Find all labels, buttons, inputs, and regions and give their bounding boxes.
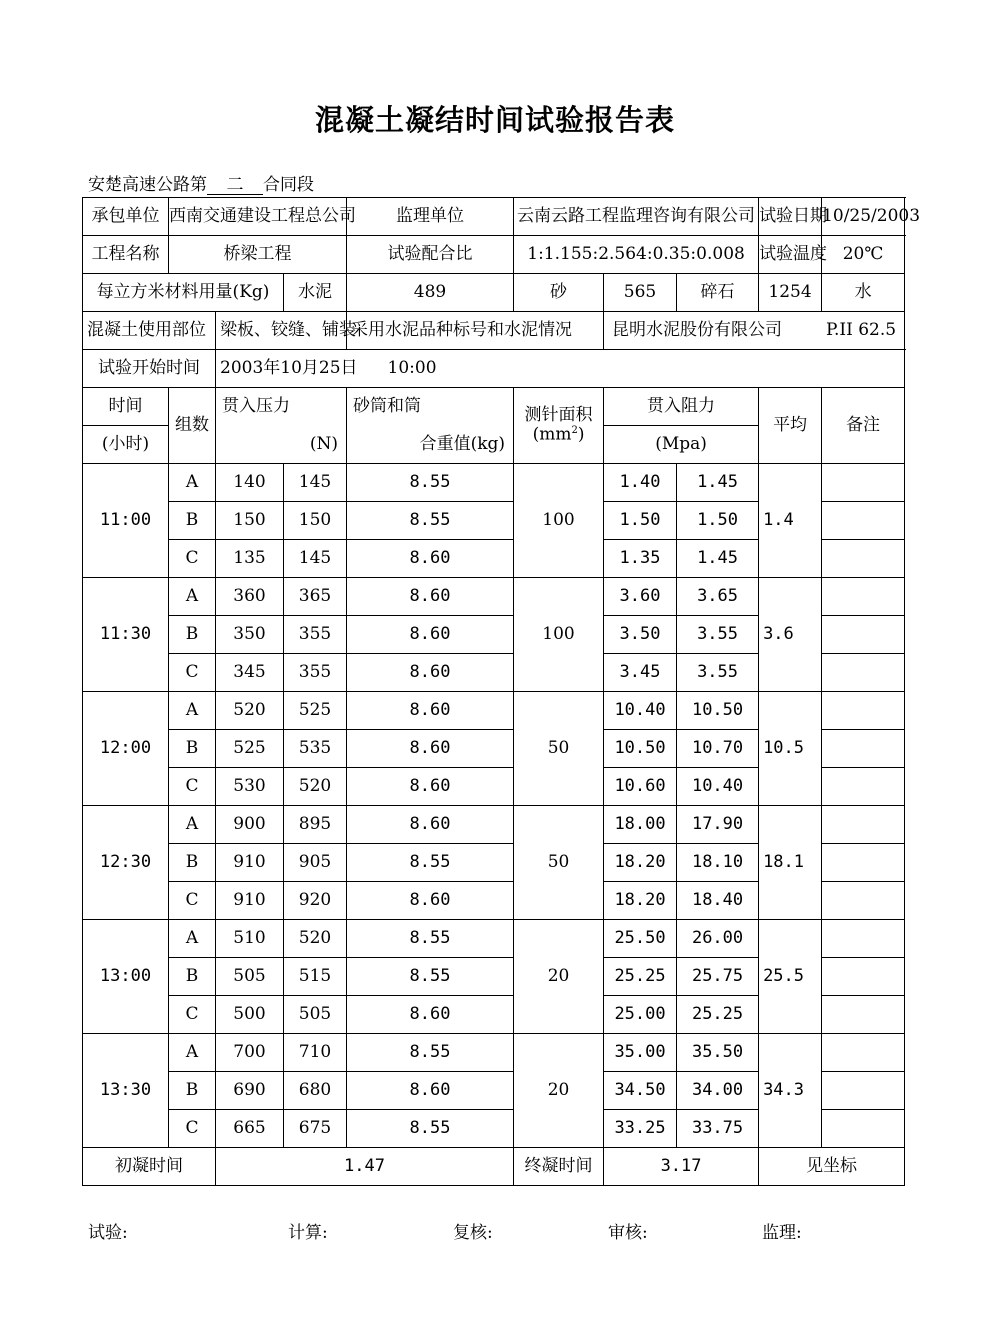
table-row	[83, 578, 905, 616]
area-header-unit: $(mm^2)$	[532, 424, 585, 445]
sand-header-unit: 合重值(kg)	[419, 433, 506, 454]
resist-1-cell: 33.25	[604, 1110, 677, 1148]
note-cell	[822, 1034, 905, 1072]
pressure-2-cell: 535	[284, 730, 347, 768]
cement-label: 水泥	[284, 274, 347, 312]
pressure-1-cell: 500	[216, 996, 284, 1034]
resist-2-cell: 18.10	[677, 844, 759, 882]
sand-weight-cell: 8.60	[347, 616, 514, 654]
resist-2-cell: 34.00	[677, 1072, 759, 1110]
supervisor-label: 监理单位	[347, 198, 514, 236]
resist-1-cell: 3.45	[604, 654, 677, 692]
avg-cell: 18.1	[759, 806, 822, 920]
pressure-2-cell: 520	[284, 920, 347, 958]
group-cell: C	[169, 540, 216, 578]
resist-1-cell: 18.00	[604, 806, 677, 844]
avg-cell: 10.5	[759, 692, 822, 806]
mix-label: 试验配合比	[347, 236, 514, 274]
initial-set-label: 初凝时间	[83, 1148, 216, 1186]
group-cell: C	[169, 768, 216, 806]
footer-audit: 审核:	[608, 1223, 648, 1243]
note-cell	[822, 464, 905, 502]
pressure-2-cell: 680	[284, 1072, 347, 1110]
sand-weight-cell: 8.55	[347, 502, 514, 540]
contract-segment: 二	[207, 176, 263, 195]
table-row	[83, 464, 905, 502]
note-cell	[822, 730, 905, 768]
sand-weight-cell: 8.60	[347, 1072, 514, 1110]
header-row-1	[83, 388, 905, 426]
page-title: 混凝土凝结时间试验报告表	[314, 103, 675, 137]
footer-test: 试验:	[88, 1223, 128, 1243]
supervisor-value: 云南云路工程监理咨询有限公司	[514, 198, 759, 236]
resist-2-cell: 1.45	[677, 540, 759, 578]
sand-weight-cell: 8.60	[347, 578, 514, 616]
note-cell	[822, 958, 905, 996]
resist-1-cell: 25.50	[604, 920, 677, 958]
time-header: 时间	[83, 388, 169, 426]
sand-weight-cell: 8.60	[347, 806, 514, 844]
group-cell: A	[169, 920, 216, 958]
group-cell: B	[169, 1072, 216, 1110]
sand-weight-cell: 8.55	[347, 1110, 514, 1148]
pressure-1-cell: 140	[216, 464, 284, 502]
area-cell: 20	[514, 920, 604, 1034]
pressure-1-cell: 665	[216, 1110, 284, 1148]
time-cell: 12:00	[83, 692, 169, 806]
final-set-label: 终凝时间	[514, 1148, 604, 1186]
resist-1-cell: 1.40	[604, 464, 677, 502]
note-cell	[822, 882, 905, 920]
group-cell: C	[169, 996, 216, 1034]
pressure-header	[216, 388, 347, 464]
resist-2-cell: 10.40	[677, 768, 759, 806]
group-cell: C	[169, 882, 216, 920]
pressure-1-cell: 700	[216, 1034, 284, 1072]
contract-section-line	[88, 170, 314, 195]
start-label: 试验开始时间	[83, 350, 216, 388]
summary-row	[83, 1148, 905, 1186]
resist-1-cell: 10.60	[604, 768, 677, 806]
resist-2-cell: 33.75	[677, 1110, 759, 1148]
resist-1-cell: 18.20	[604, 882, 677, 920]
note-cell	[822, 920, 905, 958]
sand-value: 565	[604, 274, 677, 312]
resist-1-cell: 34.50	[604, 1072, 677, 1110]
pressure-1-cell: 530	[216, 768, 284, 806]
pressure-2-cell: 355	[284, 616, 347, 654]
area-header-title: 测针面积	[524, 404, 593, 425]
note-cell	[822, 1072, 905, 1110]
resist-1-cell: 35.00	[604, 1034, 677, 1072]
area-cell: 20	[514, 1034, 604, 1148]
sand-weight-header	[347, 388, 514, 464]
start-value	[216, 350, 905, 388]
sand-weight-cell: 8.55	[347, 464, 514, 502]
summary-note: 见坐标	[759, 1148, 905, 1186]
area-cell: 100	[514, 578, 604, 692]
resist-2-cell: 10.50	[677, 692, 759, 730]
resist-2-cell: 1.50	[677, 502, 759, 540]
group-cell: A	[169, 578, 216, 616]
area-cell: 50	[514, 806, 604, 920]
sand-label: 砂	[514, 274, 604, 312]
pressure-1-cell: 135	[216, 540, 284, 578]
resist-1-cell: 10.50	[604, 730, 677, 768]
pressure-2-cell: 515	[284, 958, 347, 996]
sand-weight-cell: 8.55	[347, 958, 514, 996]
resist-2-cell: 26.00	[677, 920, 759, 958]
resist-2-cell: 35.50	[677, 1034, 759, 1072]
gravel-label: 碎石	[677, 274, 759, 312]
pressure-1-cell: 510	[216, 920, 284, 958]
note-cell	[822, 996, 905, 1034]
pressure-1-cell: 150	[216, 502, 284, 540]
pressure-2-cell: 905	[284, 844, 347, 882]
pressure-header-unit: (N)	[309, 433, 339, 454]
note-cell	[822, 502, 905, 540]
resist-1-cell: 1.35	[604, 540, 677, 578]
sand-weight-cell: 8.60	[347, 768, 514, 806]
pressure-2-cell: 525	[284, 692, 347, 730]
resist-2-cell: 10.70	[677, 730, 759, 768]
contractor-label: 承包单位	[83, 198, 169, 236]
area-cell: 100	[514, 464, 604, 578]
time-cell: 11:30	[83, 578, 169, 692]
water-label: 水	[822, 274, 905, 312]
pressure-2-cell: 145	[284, 540, 347, 578]
resist-2-cell: 25.25	[677, 996, 759, 1034]
contractor-value: 西南交通建设工程总公司	[169, 198, 347, 236]
footer-calc: 计算:	[288, 1223, 328, 1243]
table-row	[83, 806, 905, 844]
time-cell: 13:30	[83, 1034, 169, 1148]
resist-2-cell: 17.90	[677, 806, 759, 844]
sand-weight-cell: 8.60	[347, 730, 514, 768]
resist-2-cell: 3.55	[677, 616, 759, 654]
report-table	[82, 197, 921, 1186]
temp-value: 20℃	[822, 236, 905, 274]
sand-weight-cell: 8.60	[347, 882, 514, 920]
initial-set-value: 1.47	[216, 1148, 514, 1186]
note-cell	[822, 1110, 905, 1148]
pressure-2-cell: 505	[284, 996, 347, 1034]
pressure-2-cell: 520	[284, 768, 347, 806]
resist-1-cell: 18.20	[604, 844, 677, 882]
sand-weight-cell: 8.55	[347, 920, 514, 958]
group-cell: A	[169, 692, 216, 730]
note-cell	[822, 654, 905, 692]
sand-weight-cell: 8.60	[347, 692, 514, 730]
note-cell	[822, 806, 905, 844]
sand-weight-cell: 8.55	[347, 1034, 514, 1072]
mix-value: 1:1.155:2.564:0.35:0.008	[514, 236, 759, 274]
start-time: 10:00	[387, 357, 437, 378]
table-row	[83, 692, 905, 730]
pressure-1-cell: 690	[216, 1072, 284, 1110]
pressure-2-cell: 365	[284, 578, 347, 616]
project-value: 桥梁工程	[169, 236, 347, 274]
cement-info-value	[604, 312, 905, 350]
final-set-value: 3.17	[604, 1148, 759, 1186]
note-cell	[822, 540, 905, 578]
resist-1-cell: 1.50	[604, 502, 677, 540]
group-cell: B	[169, 616, 216, 654]
resist-1-cell: 25.00	[604, 996, 677, 1034]
group-cell: B	[169, 958, 216, 996]
cement-value: 489	[347, 274, 514, 312]
table-row	[83, 920, 905, 958]
group-cell: A	[169, 464, 216, 502]
info-row-3	[83, 274, 905, 312]
pressure-1-cell: 525	[216, 730, 284, 768]
pressure-header-title: 贯入压力	[222, 395, 290, 416]
usage-label: 混凝土使用部位	[83, 312, 216, 350]
pressure-2-cell: 710	[284, 1034, 347, 1072]
sand-weight-cell: 8.60	[347, 996, 514, 1034]
cement-grade: P.II 62.5	[825, 319, 897, 340]
pressure-1-cell: 910	[216, 882, 284, 920]
test-date-label: 试验日期	[759, 198, 822, 236]
sand-weight-cell: 8.60	[347, 654, 514, 692]
resist-1-cell: 3.60	[604, 578, 677, 616]
group-cell: C	[169, 1110, 216, 1148]
group-header: 组数	[169, 388, 216, 464]
sand-header-title: 砂筒和筒	[353, 395, 422, 416]
note-cell	[822, 616, 905, 654]
time-cell: 12:30	[83, 806, 169, 920]
sand-weight-cell: 8.55	[347, 844, 514, 882]
resist-1-cell: 25.25	[604, 958, 677, 996]
pressure-1-cell: 360	[216, 578, 284, 616]
subtitle-suffix: 合同段	[263, 175, 314, 195]
gravel-value: 1254	[759, 274, 822, 312]
pressure-1-cell: 520	[216, 692, 284, 730]
time-cell: 13:00	[83, 920, 169, 1034]
resist-unit-header: (Mpa)	[604, 426, 759, 464]
resist-2-cell: 1.45	[677, 464, 759, 502]
info-row-5	[83, 350, 905, 388]
material-label: 每立方米材料用量(Kg)	[83, 274, 284, 312]
pressure-1-cell: 350	[216, 616, 284, 654]
group-cell: B	[169, 844, 216, 882]
pressure-1-cell: 505	[216, 958, 284, 996]
group-cell: C	[169, 654, 216, 692]
usage-value: 梁板、铰缝、铺装	[216, 312, 347, 350]
pressure-2-cell: 150	[284, 502, 347, 540]
project-label: 工程名称	[83, 236, 169, 274]
start-date: 2003年10月25日	[220, 357, 358, 378]
group-cell: A	[169, 1034, 216, 1072]
info-row-1	[83, 198, 905, 236]
note-cell	[822, 844, 905, 882]
sand-weight-cell: 8.60	[347, 540, 514, 578]
footer-supervise: 监理:	[762, 1223, 802, 1243]
avg-cell: 1.4	[759, 464, 822, 578]
temp-label: 试验温度	[759, 236, 822, 274]
pressure-1-cell: 345	[216, 654, 284, 692]
group-cell: B	[169, 502, 216, 540]
subtitle-prefix: 安楚高速公路第	[88, 175, 207, 195]
pressure-2-cell: 895	[284, 806, 347, 844]
resist-2-cell: 3.65	[677, 578, 759, 616]
resist-1-cell: 10.40	[604, 692, 677, 730]
avg-cell: 34.3	[759, 1034, 822, 1148]
area-cell: 50	[514, 692, 604, 806]
pressure-2-cell: 675	[284, 1110, 347, 1148]
time-cell: 11:00	[83, 464, 169, 578]
test-date-value: 10/25/2003	[822, 198, 905, 236]
pressure-2-cell: 145	[284, 464, 347, 502]
table-row	[83, 1034, 905, 1072]
note-header: 备注	[822, 388, 905, 464]
avg-cell: 3.6	[759, 578, 822, 692]
note-cell	[822, 692, 905, 730]
resist-2-cell: 3.55	[677, 654, 759, 692]
pressure-1-cell: 900	[216, 806, 284, 844]
resist-header: 贯入阻力	[604, 388, 759, 426]
note-cell	[822, 578, 905, 616]
resist-1-cell: 3.50	[604, 616, 677, 654]
group-cell: A	[169, 806, 216, 844]
cement-info-label: 采用水泥品种标号和水泥情况	[347, 312, 604, 350]
cement-maker: 昆明水泥股份有限公司	[612, 319, 783, 340]
resist-2-cell: 18.40	[677, 882, 759, 920]
resist-2-cell: 25.75	[677, 958, 759, 996]
note-cell	[822, 768, 905, 806]
footer-review: 复核:	[453, 1223, 493, 1243]
info-row-2	[83, 236, 905, 274]
pressure-2-cell: 920	[284, 882, 347, 920]
pressure-1-cell: 910	[216, 844, 284, 882]
avg-header: 平均	[759, 388, 822, 464]
area-header	[514, 388, 604, 464]
info-row-4	[83, 312, 905, 350]
time-unit-header: (小时)	[83, 426, 169, 464]
pressure-2-cell: 355	[284, 654, 347, 692]
group-cell: B	[169, 730, 216, 768]
avg-cell: 25.5	[759, 920, 822, 1034]
